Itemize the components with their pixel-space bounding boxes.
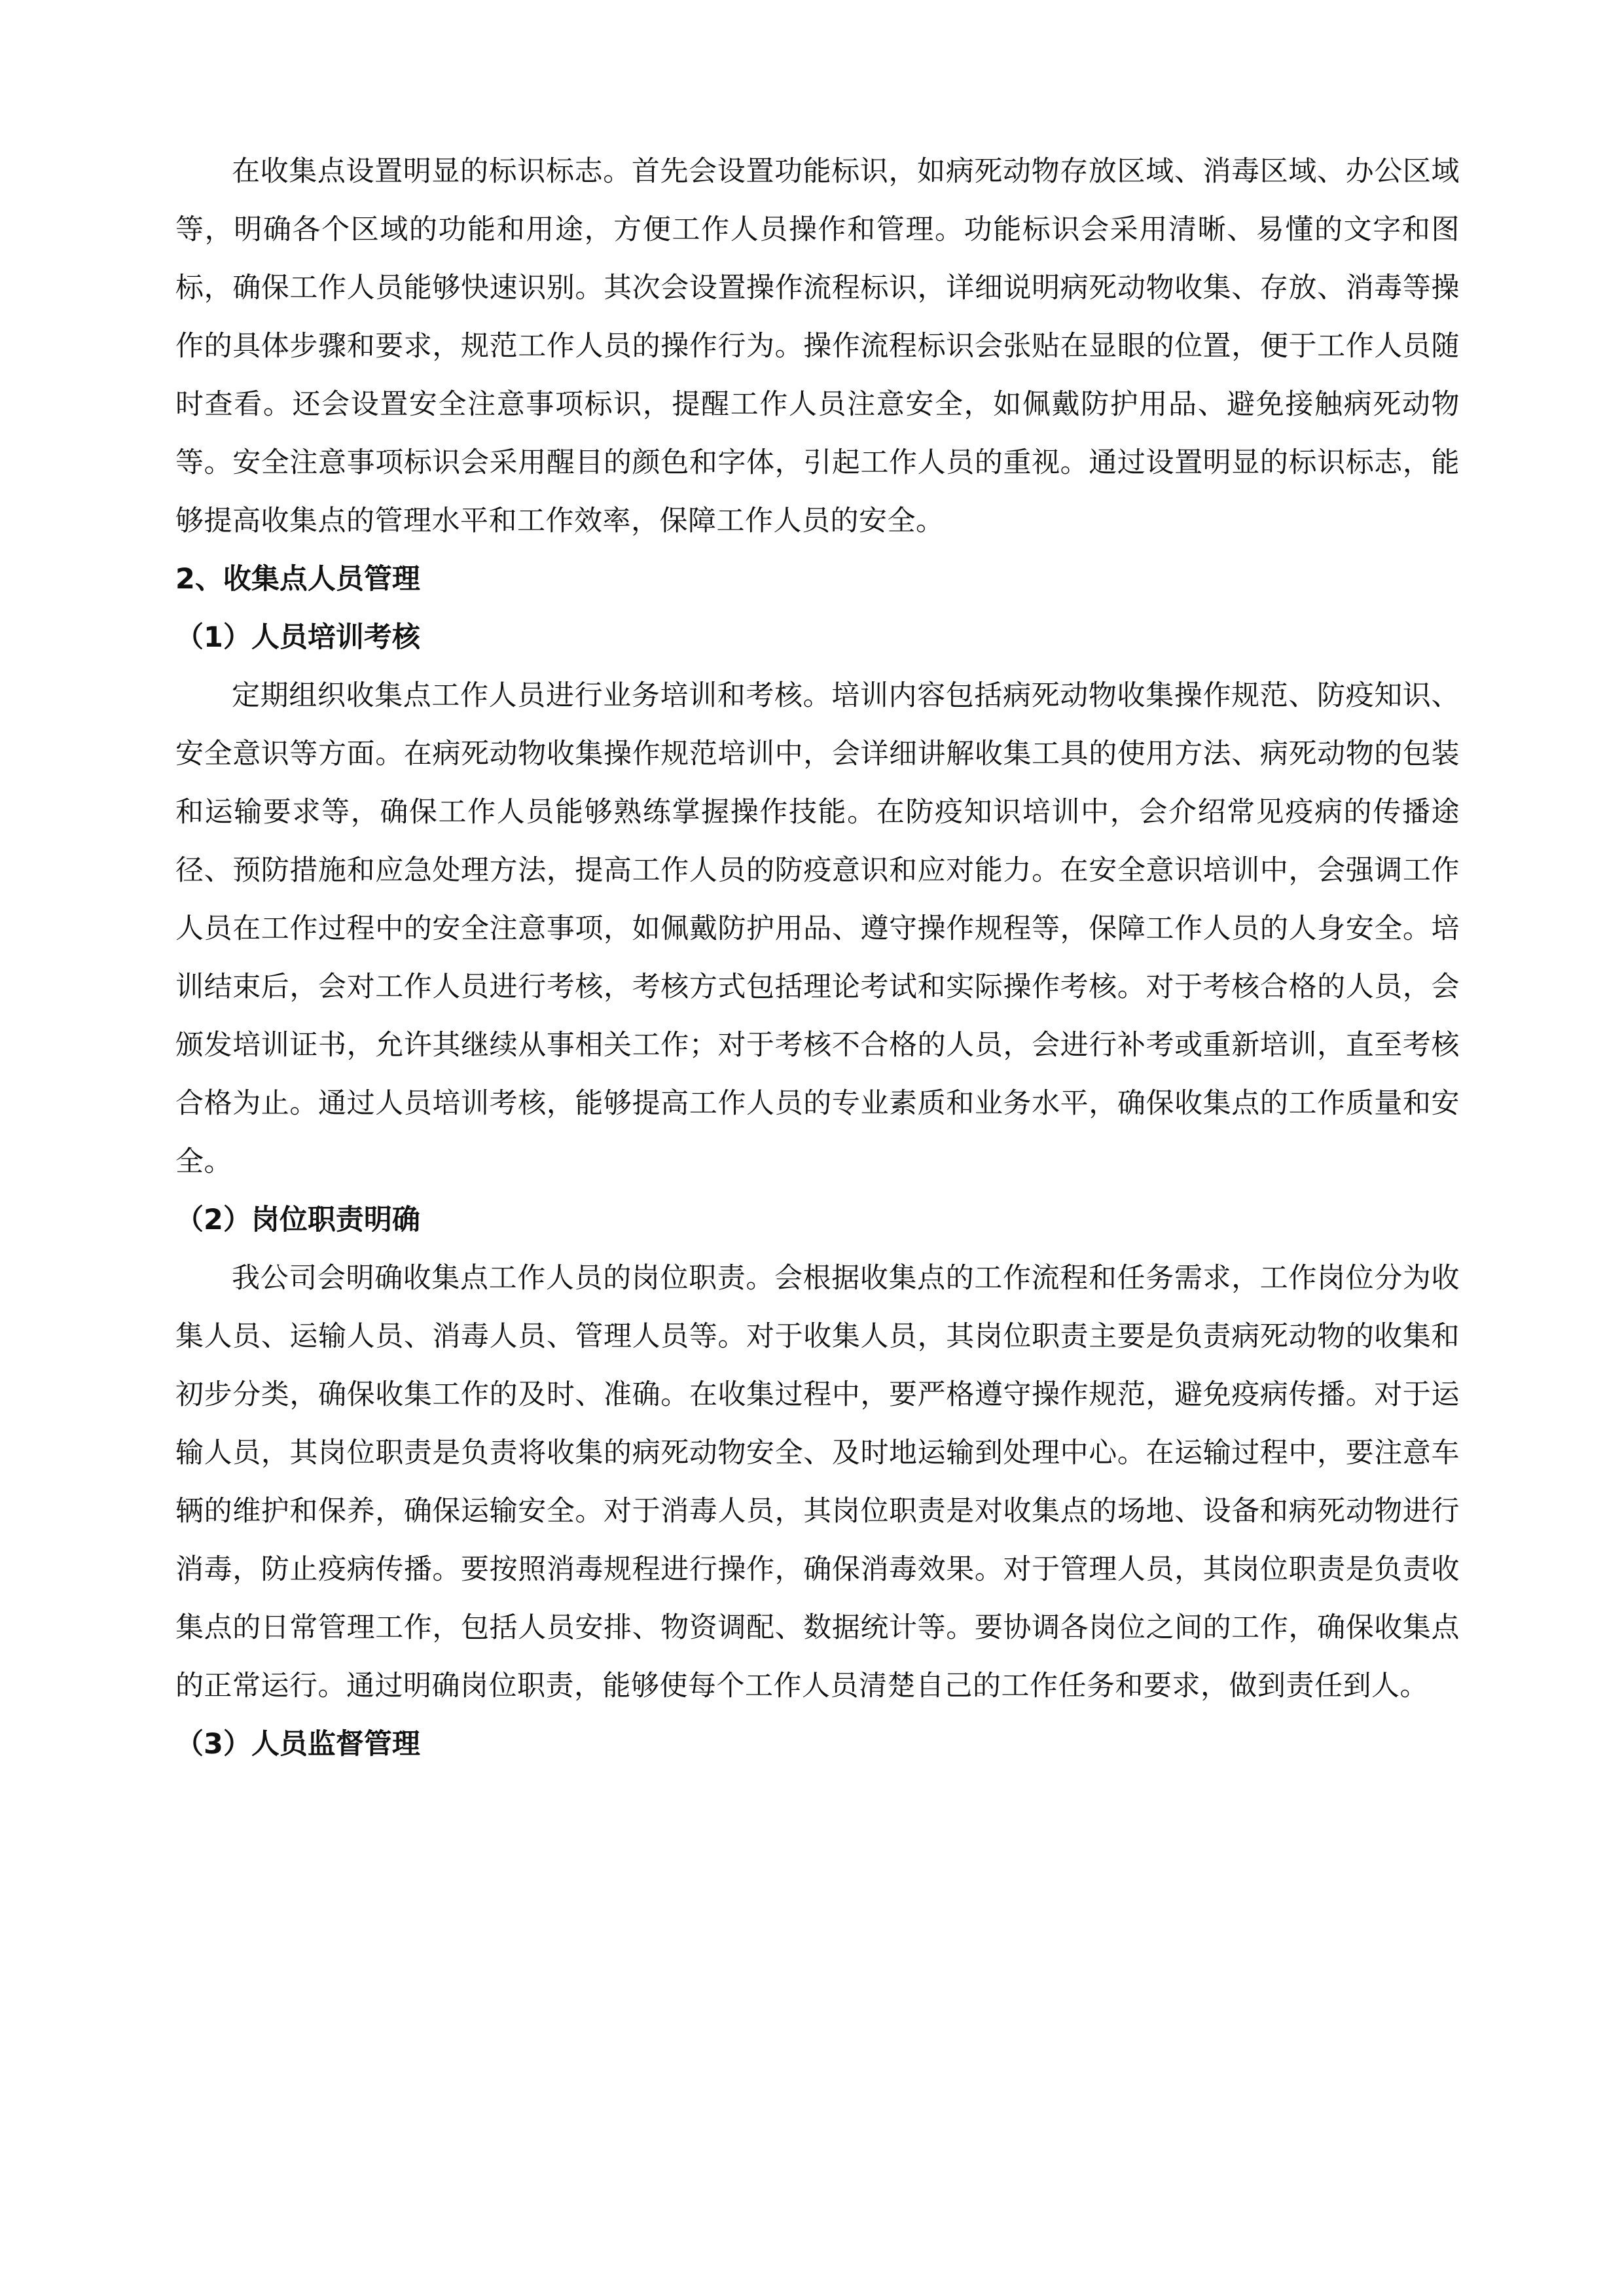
paragraph-training: 定期组织收集点工作人员进行业务培训和考核。培训内容包括病死动物收集操作规范、防疫知识、安全意识等方面。在病死动物收集操作规范培训中，会详细讲解收集工具的使用方法、病死动物的包装和运输要求等，确保工作人员能够熟练掌握操作技能。在防疫知识培训中，会介绍常见疫病的传播途径、预防措施和应急处理方法，提高工作人员的防疫意识和应对能力。在安全意识培训中，会强调工作人员在工作过程中的安全注意事项，如佩戴防护用品、遵守操作规程等，保障工作人员的人身安全。培训结束后，会对工作人员进行考核，考核方式包括理论考试和实际操作考核。对于考核合格的人员，会颁发培训证书，允许其继续从事相关工作；对于考核不合格的人员，会进行补考或重新培训，直至考核合格为止。通过人员培训考核，能够提高工作人员的专业素质和业务水平，确保收集点的工作质量和安全。 bbox=[175, 679, 1460, 1178]
subsection-title-responsibilities: （2）岗位职责明确 bbox=[175, 1204, 420, 1236]
document-body bbox=[175, 143, 1460, 1774]
subsection-title-supervision: （3）人员监督管理 bbox=[175, 1728, 420, 1761]
paragraph-responsibilities: 我公司会明确收集点工作人员的岗位职责。会根据收集点的工作流程和任务需求，工作岗位分为收集人员、运输人员、消毒人员、管理人员等。对于收集人员，其岗位职责主要是负责病死动物的收集和初步分类，确保收集工作的及时、准确。在收集过程中，要严格遵守操作规范，避免疫病传播。对于运输人员，其岗位职责是负责将收集的病死动物安全、及时地运输到处理中心。在运输过程中，要注意车辆的维护和保养，确保运输安全。对于消毒人员，其岗位职责是对收集点的场地、设备和病死动物进行消毒，防止疫病传播。要按照消毒规程进行操作，确保消毒效果。对于管理人员，其岗位职责是负责收集点的日常管理工作，包括人员安排、物资调配、数据统计等。要协调各岗位之间的工作，确保收集点的正常运行。通过明确岗位职责，能够使每个工作人员清楚自己的工作任务和要求，做到责任到人。 bbox=[175, 1262, 1460, 1702]
subsection-title-training: （1）人员培训考核 bbox=[175, 621, 420, 654]
paragraph-signage: 在收集点设置明显的标识标志。首先会设置功能标识，如病死动物存放区域、消毒区域、办公区域等，明确各个区域的功能和用途，方便工作人员操作和管理。功能标识会采用清晰、易懂的文字和图标，确保工作人员能够快速识别。其次会设置操作流程标识，详细说明病死动物收集、存放、消毒等操作的具体步骤和要求，规范工作人员的操作行为。操作流程标识会张贴在显眼的位置，便于工作人员随时查看。还会设置安全注意事项标识，提醒工作人员注意安全，如佩戴防护用品、避免接触病死动物等。安全注意事项标识会采用醒目的颜色和字体，引起工作人员的重视。通过设置明显的标识标志，能够提高收集点的管理水平和工作效率，保障工作人员的安全。 bbox=[175, 155, 1460, 537]
section-title-personnel-management: 2、收集点人员管理 bbox=[175, 563, 420, 596]
